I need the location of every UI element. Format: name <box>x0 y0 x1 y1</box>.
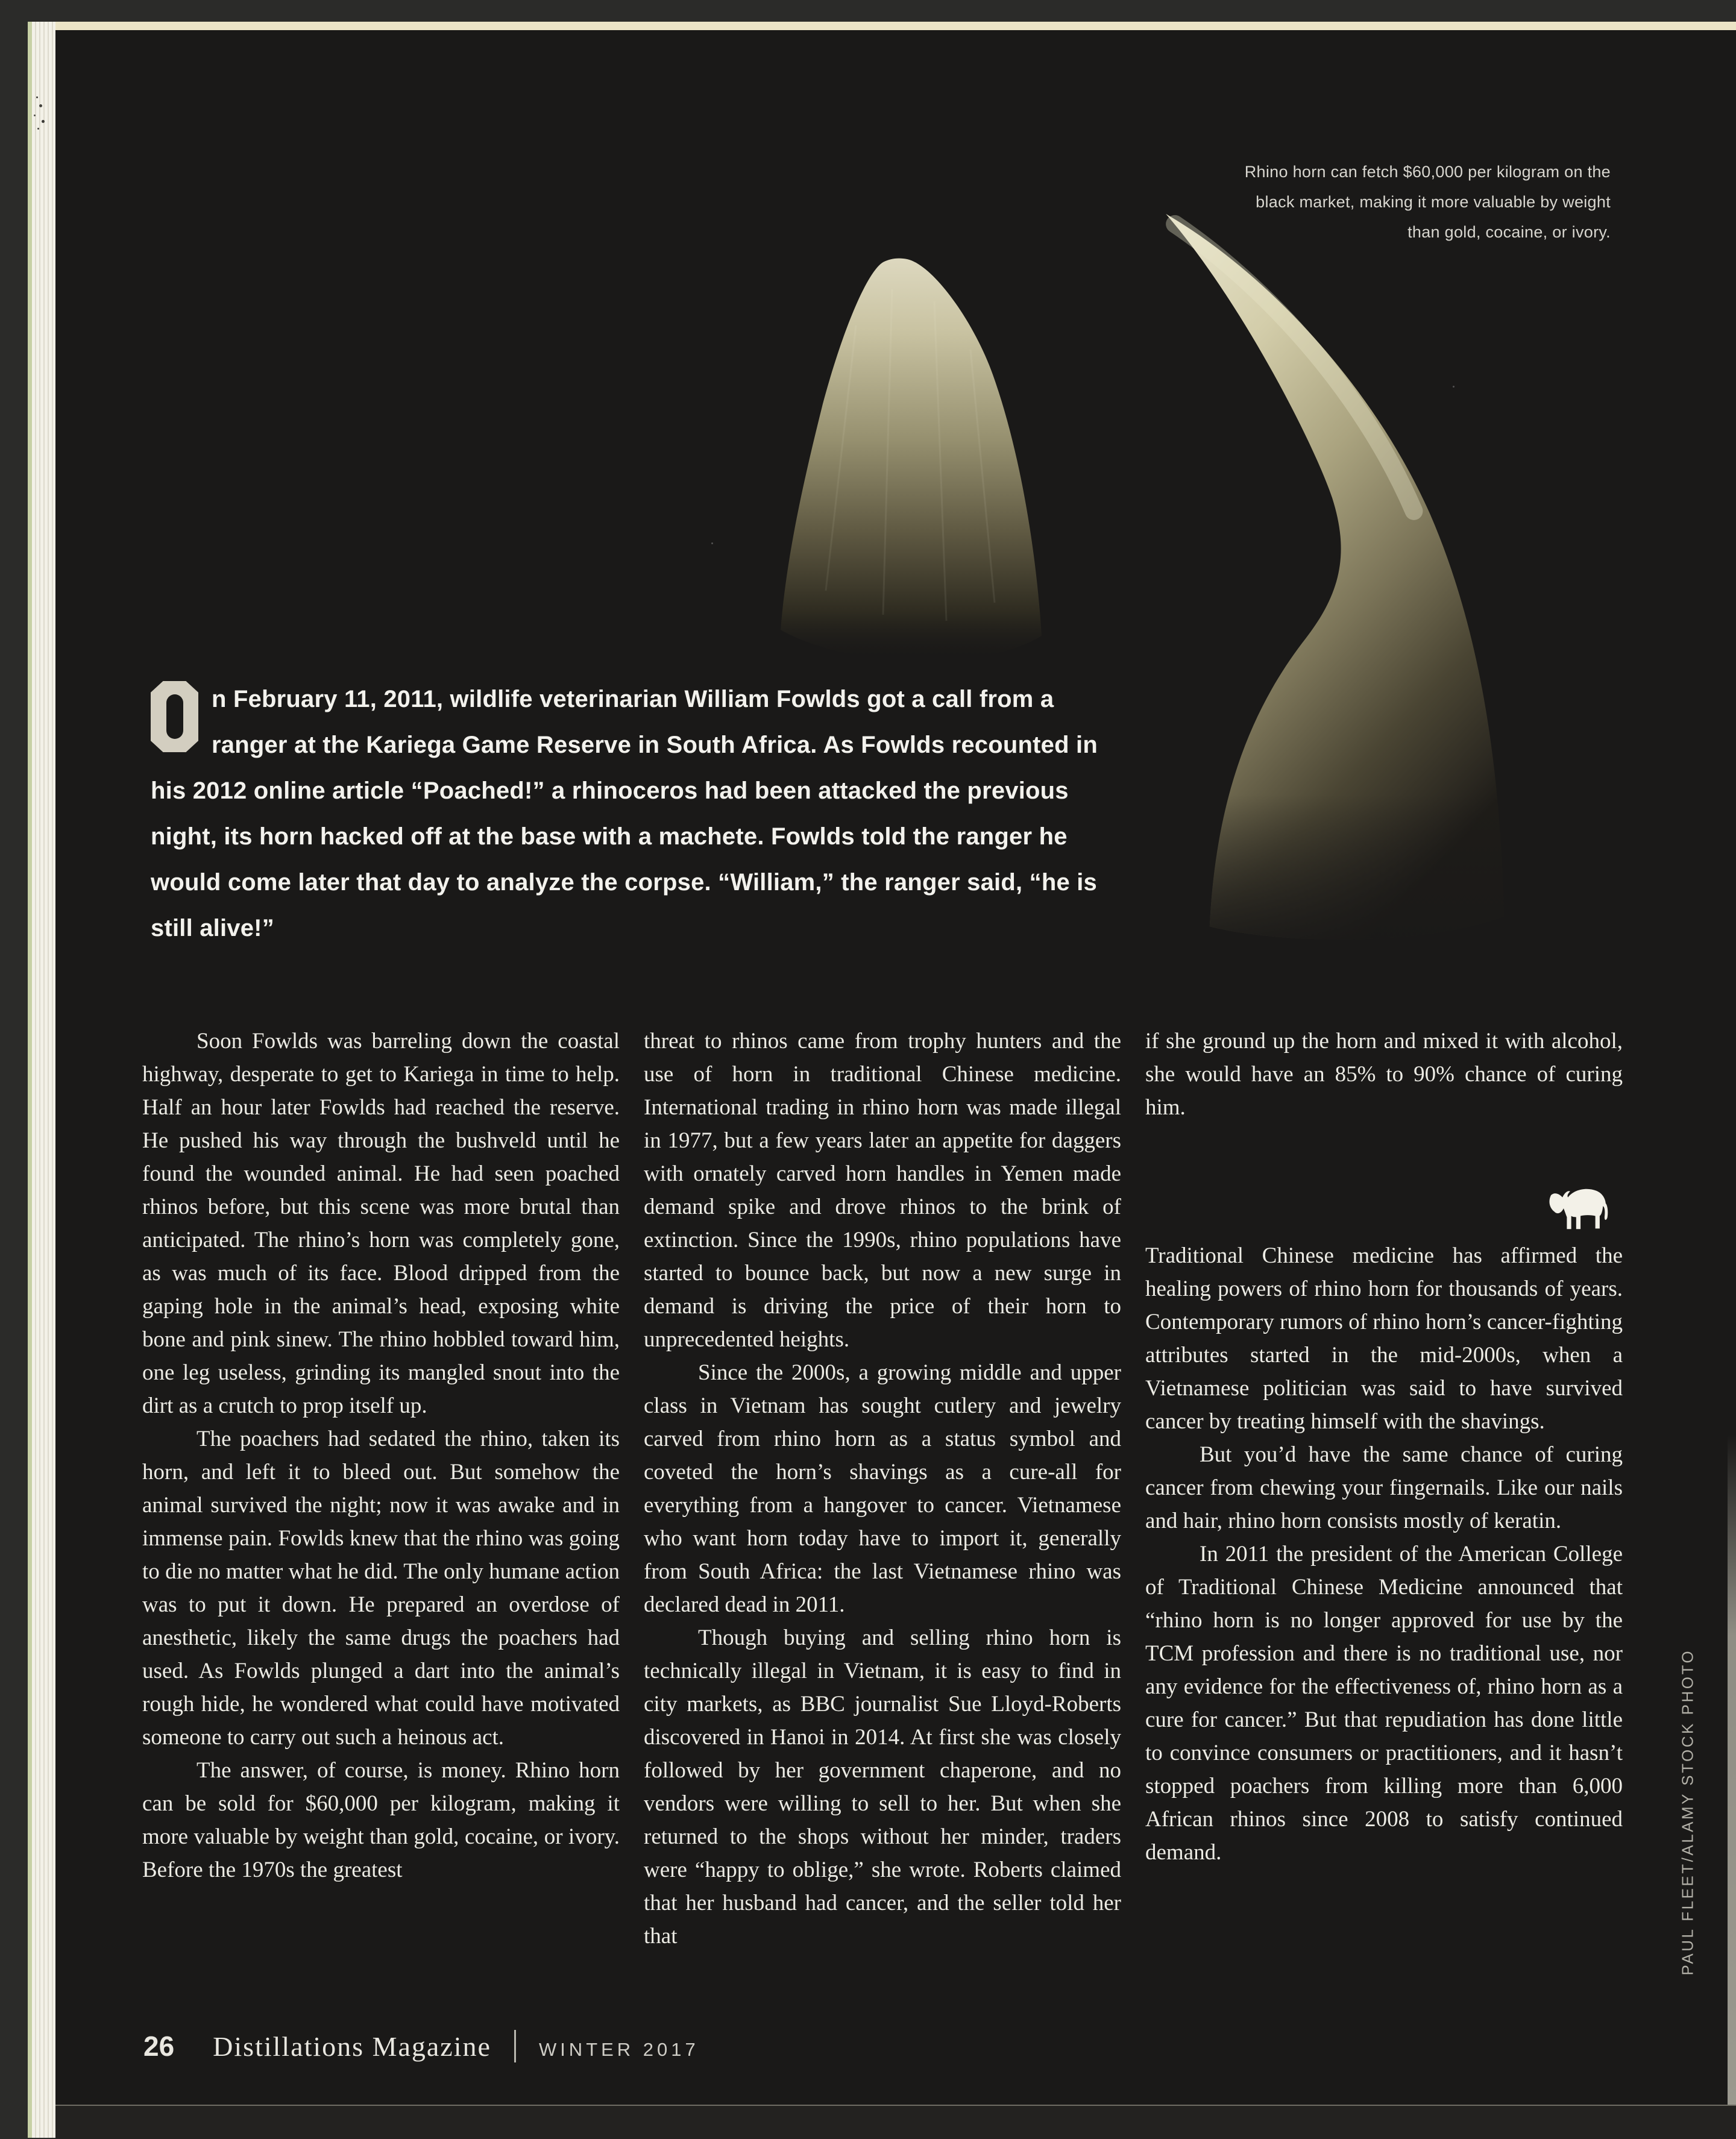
body-paragraph: Since the 2000s, a growing middle and upper class in Vietnam has sought cutlery and jewelry carved from rhino horn as a status symbol and coveted the horn’s shavings as a cure-all for everything from a hangover to cancer. Vietnamese who want horn today have to import it, generally from South Africa: the last Vietnamese rhino was declared dead in 2011. <box>644 1360 1121 1617</box>
page-top-edge <box>28 22 1736 30</box>
drop-cap-letter-o <box>151 681 198 752</box>
page-right-edge <box>1728 1434 1736 2105</box>
scan-specks <box>36 96 38 98</box>
intro-paragraph <box>151 676 1118 951</box>
body-paragraph: The poachers had sedated the rhino, taken its horn, and left it to bleed out. But somehow the animal survived the night; now it was awake and in immense pain. Fowlds knew that the rhino was going to die no matter what he did. The only humane action was to put it down. He prepared an overdose of anesthetic, likely the same drugs the poachers had used. As Fowlds plunged a dart into the animal’s rough hide, he wondered what could have motivated someone to carry out such a heinous act. <box>142 1427 620 1750</box>
footer-divider <box>514 2030 516 2062</box>
body-column-1 <box>142 1025 620 1886</box>
page-bottom-edge <box>55 2105 1736 2139</box>
rhino-rear-horn-image <box>1132 187 1554 967</box>
rhino-front-horn-image <box>753 253 1067 693</box>
body-paragraph: In 2011 the president of the American College of Traditional Chinese Medicine announced that “rhino horn is no longer approved for use by the TCM profession and there is no traditional use, nor any evidence for the effectiveness of, rhino horn as a cure for cancer.” But that repudiation has done little to convince consumers or practitioners, and it hasn’t stopped poachers from killing more than 6,000 African rhinos since 2008 to satisfy continued demand. <box>1145 1542 1623 1865</box>
body-column-2 <box>644 1025 1121 1953</box>
issue-label: WINTER 2017 <box>538 2039 699 2060</box>
body-paragraph: Soon Fowlds was barreling down the coastal highway, desperate to get to Kariega in time to help. Half an hour later Fowlds had reached the reserve. He pushed his way through the bushveld until he found the wounded animal. He had seen poached rhinos before, but this scene was more brutal than anticipated. The rhino’s horn was completely gone, as was much of its face. Blood dripped from the gaping hole in the animal’s head, exposing white bone and pink sinew. The rhino hobbled toward him, one leg useless, grinding its mangled snout into the dirt as a crutch to prop itself up. <box>142 1029 620 1418</box>
magazine-name: Distillations Magazine <box>213 2031 491 2062</box>
body-paragraph: Though buying and selling rhino horn is technically illegal in Vietnam, it is easy to find in city markets, as BBC journalist Sue Lloyd-Roberts discovered in Hanoi in 2014. At first she was closely followed by her government chaperone, and no vendors were willing to sell to her. But when she returned to the shops without her minder, traders were “happy to oblige,” she wrote. Roberts claimed that her husband had cancer, and the seller told her that <box>644 1625 1121 1949</box>
intro-text: n February 11, 2011, wildlife veterinarian William Fowlds got a call from a ranger at the Kariega Game Reserve in South Africa. As Fowlds recounted in his 2012 online article “Poached!” a rhinoceros had been attacked the previous night, its horn hacked off at the base with a machete. Fowlds told the ranger he would come later that day to analyze the corpse. “William,” the ranger said, “he is still alive!” <box>151 686 1098 941</box>
body-paragraph: threat to rhinos came from trophy hunters and the use of horn in traditional Chinese medicine. International trading in rhino horn was made illegal in 1977, but a few years later an appetite for daggers with ornately carved horn handles in Yemen made demand spike and drove rhinos to the brink of extinction. Since the 1990s, rhino populations have started to bounce back, but now a new surge in demand is driving the price of their horn to unprecedented heights. <box>644 1029 1121 1352</box>
body-paragraph: But you’d have the same chance of curing cancer from chewing your fingernails. Like our nails and hair, rhino horn consists mostly of keratin. <box>1145 1442 1623 1533</box>
section-break <box>1145 1175 1617 1239</box>
body-column-3 <box>1145 1025 1623 1869</box>
page-number: 26 <box>143 2031 175 2062</box>
body-paragraph: Traditional Chinese medicine has affirmed the healing powers of rhino horn for thousands of years. Contemporary rumors of rhino horn’s cancer-fighting attributes started in the mid-2000s, when a Vietnamese politician was said to have survived cancer by treating himself with the shavings. <box>1145 1243 1623 1434</box>
drop-cap-counter <box>166 694 183 739</box>
photo-credit: PAUL FLEET/ALAMY STOCK PHOTO <box>1678 1648 1697 1976</box>
body-paragraph: The answer, of course, is money. Rhino horn can be sold for $60,000 per kilogram, making it more valuable by weight than gold, cocaine, or ivory. Before the 1970s the greatest <box>142 1758 620 1882</box>
page-left-edge-green-sliver <box>28 22 32 2138</box>
dust-speck <box>711 542 713 544</box>
photo-caption: Rhino horn can fetch $60,000 per kilogram on the black market, making it more valuable by weight than gold, cocaine, or ivory. <box>1244 163 1611 241</box>
rhino-icon <box>1546 1175 1617 1239</box>
page-footer <box>143 2030 699 2062</box>
body-paragraph: if she ground up the horn and mixed it with alcohol, she would have an 85% to 90% chance of curing him. <box>1145 1029 1623 1120</box>
